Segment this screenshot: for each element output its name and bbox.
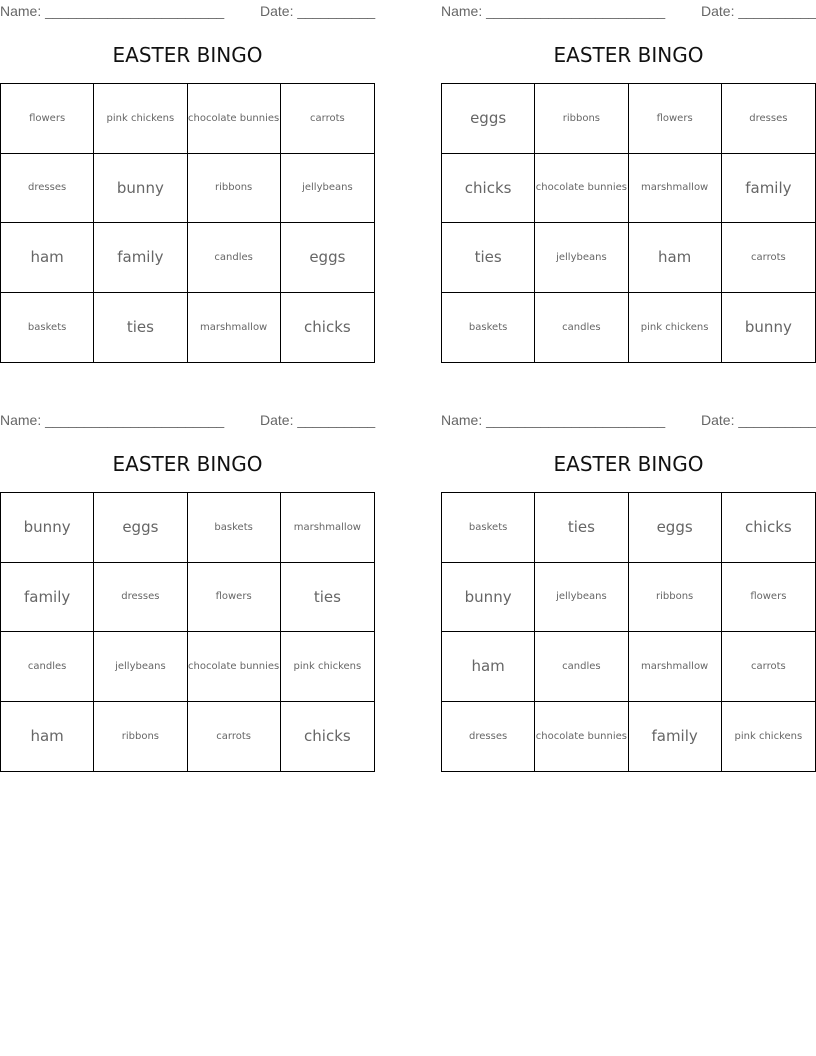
bingo-cell: bunny (94, 154, 187, 224)
bingo-cell: chocolate bunnies (535, 702, 628, 772)
bingo-cell: chicks (442, 154, 535, 224)
bingo-cell: chicks (304, 318, 351, 337)
bingo-cell: chocolate bunnies (535, 154, 628, 224)
bingo-cell: ham (1, 223, 94, 293)
bingo-cell: family (629, 702, 722, 772)
bingo-cell: ribbons (629, 563, 722, 633)
bingo-cell: bunny (1, 493, 94, 563)
bingo-cell: chicks (304, 727, 351, 746)
bingo-cell: ties (281, 563, 374, 633)
bingo-cell: candles (535, 293, 628, 363)
bingo-cell: ham (1, 702, 94, 772)
bingo-cell: dresses (1, 154, 94, 224)
bingo-cell: dresses (722, 84, 815, 154)
bingo-cell: candles (1, 632, 94, 702)
bingo-cell: baskets (1, 293, 94, 363)
bingo-cell: jellybeans (535, 563, 628, 633)
bingo-cell: flowers (629, 84, 722, 154)
bingo-cell: pink chickens (281, 632, 374, 702)
bingo-cell: family (1, 563, 94, 633)
bingo-cell: ties (535, 493, 628, 563)
card-title: EASTER BINGO (112, 452, 263, 476)
bingo-cell: candles (188, 223, 281, 293)
bingo-cell: flowers (1, 84, 94, 154)
name-field: Name: _______________________ (0, 3, 225, 19)
card-header (441, 0, 816, 22)
bingo-cell: marshmallow (629, 632, 722, 702)
bingo-cell: bunny (744, 318, 792, 337)
bingo-cell: ham (629, 223, 722, 293)
bingo-cell: bunny (442, 563, 535, 633)
bingo-cell: ties (94, 293, 187, 363)
bingo-cell: eggs (94, 493, 187, 563)
date-field: Date: __________ (260, 3, 376, 19)
bingo-cell: pink chickens (629, 293, 722, 363)
bingo-cell: chicks (722, 493, 815, 563)
bingo-cell: jellybeans (281, 154, 374, 224)
bingo-cell: carrots (281, 84, 374, 154)
card-header (0, 409, 375, 431)
bingo-cell: chocolate bunnies (188, 632, 281, 702)
bingo-cell: dresses (442, 702, 535, 772)
bingo-cell: ribbons (535, 84, 628, 154)
bingo-cell: baskets (442, 293, 535, 363)
bingo-cell: ribbons (94, 702, 187, 772)
card-title: EASTER BINGO (112, 43, 263, 67)
name-field: Name: _______________________ (441, 3, 666, 19)
bingo-cell: carrots (188, 702, 281, 772)
bingo-grid (0, 83, 375, 363)
card-header (0, 0, 375, 22)
bingo-cell: jellybeans (535, 223, 628, 293)
bingo-cell: eggs (629, 493, 722, 563)
name-field: Name: _______________________ (0, 412, 225, 428)
bingo-cell: carrots (722, 632, 815, 702)
bingo-cell: baskets (442, 493, 535, 563)
bingo-cell: eggs (281, 223, 374, 293)
bingo-cell: ham (442, 632, 535, 702)
bingo-cell: carrots (722, 223, 815, 293)
bingo-cell: eggs (442, 84, 535, 154)
date-field: Date: __________ (701, 412, 816, 428)
bingo-cell: family (722, 154, 815, 224)
card-title: EASTER BINGO (553, 43, 704, 67)
bingo-cell: flowers (722, 563, 815, 633)
bingo-grid (0, 492, 375, 772)
bingo-cell: chocolate bunnies (188, 84, 281, 154)
card-title: EASTER BINGO (553, 452, 704, 476)
bingo-grid (441, 492, 816, 772)
bingo-cell: pink chickens (94, 84, 187, 154)
bingo-cell: pink chickens (734, 730, 803, 742)
bingo-cell: dresses (94, 563, 187, 633)
bingo-cell: baskets (188, 493, 281, 563)
bingo-cell: family (94, 223, 187, 293)
card-header (441, 409, 816, 431)
date-field: Date: __________ (260, 412, 376, 428)
bingo-cell: jellybeans (94, 632, 187, 702)
bingo-cell: ribbons (188, 154, 281, 224)
bingo-cell: marshmallow (629, 154, 722, 224)
bingo-cell: marshmallow (281, 493, 374, 563)
bingo-cell: marshmallow (188, 293, 281, 363)
bingo-grid (441, 83, 816, 363)
bingo-cell: flowers (188, 563, 281, 633)
date-field: Date: __________ (701, 3, 816, 19)
bingo-cell: ties (442, 223, 535, 293)
bingo-cell: candles (535, 632, 628, 702)
name-field: Name: _______________________ (441, 412, 666, 428)
